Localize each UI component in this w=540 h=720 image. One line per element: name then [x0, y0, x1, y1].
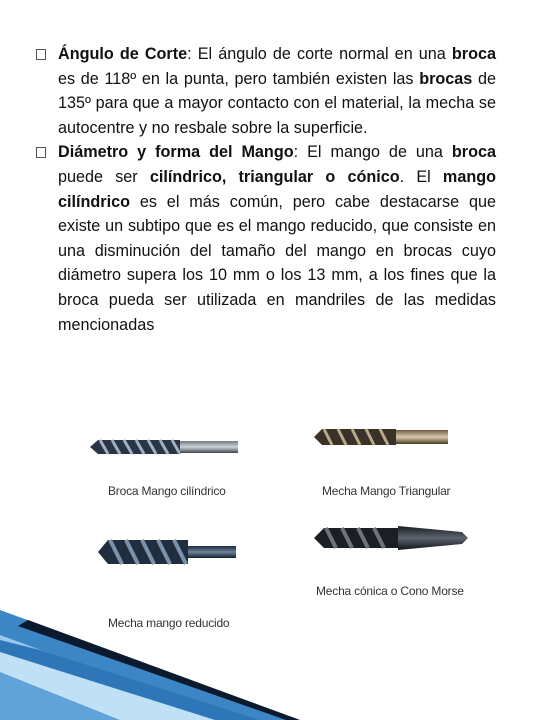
- bullet-text: . El: [399, 167, 443, 186]
- drill-bit-cylindrical-image: [88, 436, 240, 458]
- drill-bit-reduced-image: [96, 535, 238, 569]
- bullet-text: : El mango de una: [293, 143, 452, 162]
- bullet-text: es el más común, pero cabe destacarse que existe un subtipo que es el mango reducido, que consiste en una disminución del tamaño del mango en brocas cuyo diámetro supera los 10 mm o los 13 mm, a los fines que la broca pueda ser utilizada en mandriles de las medidas mencionadas: [58, 192, 496, 334]
- drill-bit-morse-taper-image: [312, 520, 470, 556]
- caption-reducido: Mecha mango reducido: [108, 616, 230, 630]
- bullet-bold: mango cilíndrico: [58, 167, 496, 211]
- checkbox-bullet-icon: [36, 147, 46, 158]
- bullet-item-mango: [36, 140, 496, 337]
- bullet-item-angulo: [36, 42, 496, 140]
- bullet-text: de 135º para que a mayor contacto con el material, la mecha se autocentre y no resbale sobre la superficie.: [58, 69, 496, 137]
- caption-cilindrico: Broca Mango cilíndrico: [108, 484, 226, 498]
- bullet-text: : El ángulo de corte normal en una: [187, 45, 452, 63]
- decorative-corner-swoosh: [0, 580, 300, 720]
- bullet-text: puede ser: [58, 167, 150, 186]
- drill-bit-triangular-image: [312, 426, 450, 448]
- bullet-term: Diámetro y forma del Mango: [58, 143, 294, 162]
- checkbox-bullet-icon: [36, 49, 46, 60]
- bullet-list: [36, 42, 496, 337]
- bullet-term: Ángulo de Corte: [58, 45, 188, 63]
- caption-conico: Mecha cónica o Cono Morse: [316, 584, 464, 598]
- bullet-bold: brocas: [419, 69, 473, 88]
- bullet-bold: cilíndrico, triangular o cónico: [149, 167, 400, 186]
- bullet-text: es de 118º en la punta, pero también existen las: [58, 69, 420, 88]
- bullet-bold: broca: [451, 45, 496, 63]
- caption-triangular: Mecha Mango Triangular: [322, 484, 451, 498]
- bullet-bold: broca: [451, 143, 497, 162]
